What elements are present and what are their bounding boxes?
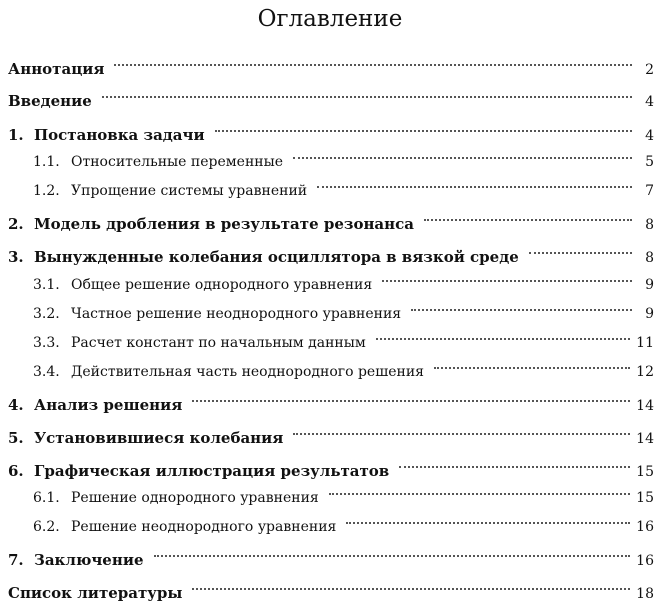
toc-entry-title: Модель дробления в результате резонанса: [34, 215, 414, 233]
dot-leader: [215, 130, 632, 132]
toc-entry-page-number: 5: [645, 154, 654, 170]
toc-entry-number: 3.3.: [33, 335, 60, 351]
dot-leader: [434, 367, 630, 369]
toc-entry-number: 3.1.: [33, 277, 60, 293]
toc-entry-number: 3.4.: [33, 364, 60, 380]
toc-entry-title: Введение: [8, 92, 92, 110]
toc-entry-number: 6.: [8, 462, 24, 480]
toc-section-entry[interactable]: [8, 428, 654, 448]
toc-entry-page-number: 9: [645, 277, 654, 293]
toc-section-entry[interactable]: [8, 59, 654, 79]
toc-entry-number: 2.: [8, 215, 24, 233]
dot-leader: [376, 338, 630, 340]
toc-entry-page-number: 16: [636, 519, 654, 535]
toc-section-entry[interactable]: [8, 91, 654, 111]
dot-leader: [411, 309, 632, 311]
toc-section-entry[interactable]: [8, 125, 654, 145]
toc-entry-number: 6.1.: [33, 490, 60, 506]
dot-leader: [102, 96, 632, 98]
toc-entry-title: Графическая иллюстрация результатов: [34, 462, 390, 480]
dot-leader: [192, 400, 630, 402]
toc-entry-number: 3.2.: [33, 306, 60, 322]
toc-entry-page-number: 18: [636, 586, 654, 602]
toc-section-entry[interactable]: [8, 550, 654, 570]
toc-entry-number: 4.: [8, 396, 24, 414]
toc-subsection-entry[interactable]: [33, 181, 654, 201]
toc-subsection-entry[interactable]: [33, 152, 654, 172]
toc-entry-title: Упрощение системы уравнений: [71, 183, 308, 199]
dot-leader: [529, 252, 632, 254]
toc-entry-number: 3.: [8, 248, 24, 266]
toc-entry-title: Установившиеся колебания: [34, 429, 284, 447]
toc-entry-page-number: 9: [645, 306, 654, 322]
dot-leader: [329, 493, 630, 495]
dot-leader: [346, 522, 630, 524]
toc-entry-title: Относительные переменные: [71, 154, 284, 170]
toc-subsection-entry[interactable]: [33, 304, 654, 324]
toc-entry-title: Действительная часть неоднородного решения: [71, 364, 425, 380]
toc-entry-title: Постановка задачи: [34, 126, 205, 144]
toc-entry-number: 1.: [8, 126, 24, 144]
toc-section-entry[interactable]: [8, 247, 654, 267]
toc-subsection-entry[interactable]: [33, 517, 654, 537]
toc-entry-number: 1.2.: [33, 183, 60, 199]
toc-entry-page-number: 12: [636, 364, 654, 380]
toc-subsection-entry[interactable]: [33, 362, 654, 382]
toc-entry-page-number: 4: [645, 128, 654, 144]
toc-subsection-entry[interactable]: [33, 333, 654, 353]
dot-leader: [382, 280, 632, 282]
toc-entry-title: Анализ решения: [34, 396, 183, 414]
dot-leader: [154, 555, 631, 557]
dot-leader: [317, 186, 632, 188]
toc-entry-page-number: 7: [645, 183, 654, 199]
toc-entry-page-number: 14: [636, 431, 654, 447]
toc-entry-title: Вынужденные колебания осциллятора в вязкой среде: [34, 248, 519, 266]
toc-subsection-entry[interactable]: [33, 275, 654, 295]
toc-entry-page-number: 4: [645, 94, 654, 110]
toc-entry-title: Заключение: [34, 551, 144, 569]
dot-leader: [424, 219, 632, 221]
dot-leader: [293, 157, 632, 159]
toc-entry-number: 5.: [8, 429, 24, 447]
toc-section-entry[interactable]: [8, 214, 654, 234]
toc-entry-title: Список литературы: [8, 584, 183, 602]
toc-entry-title: Решение однородного уравнения: [71, 490, 319, 506]
toc-entry-page-number: 8: [645, 217, 654, 233]
toc-section-entry[interactable]: [8, 395, 654, 415]
toc-entry-title: Общее решение однородного уравнения: [71, 277, 373, 293]
toc-entry-number: 7.: [8, 551, 24, 569]
dot-leader: [192, 588, 630, 590]
dot-leader: [114, 64, 632, 66]
toc-section-entry[interactable]: [8, 583, 654, 603]
toc-subsection-entry[interactable]: [33, 488, 654, 508]
toc-entry-page-number: 11: [636, 335, 654, 351]
toc-entry-page-number: 15: [636, 490, 654, 506]
toc-entry-page-number: 16: [636, 553, 654, 569]
dot-leader: [399, 466, 630, 468]
toc-entry-page-number: 15: [636, 464, 654, 480]
toc-section-entry[interactable]: [8, 461, 654, 481]
toc-entry-title: Аннотация: [8, 60, 105, 78]
toc-entry-title: Расчет констант по начальным данным: [71, 335, 366, 351]
toc-entry-page-number: 2: [645, 62, 654, 78]
page-title: Оглавление: [257, 6, 403, 32]
toc-entry-page-number: 14: [636, 398, 654, 414]
dot-leader: [293, 433, 630, 435]
toc-entry-title: Решение неоднородного уравнения: [71, 519, 337, 535]
toc-entry-number: 1.1.: [33, 154, 60, 170]
toc-entry-page-number: 8: [645, 250, 654, 266]
toc-entry-title: Частное решение неоднородного уравнения: [71, 306, 402, 322]
toc-entry-number: 6.2.: [33, 519, 60, 535]
